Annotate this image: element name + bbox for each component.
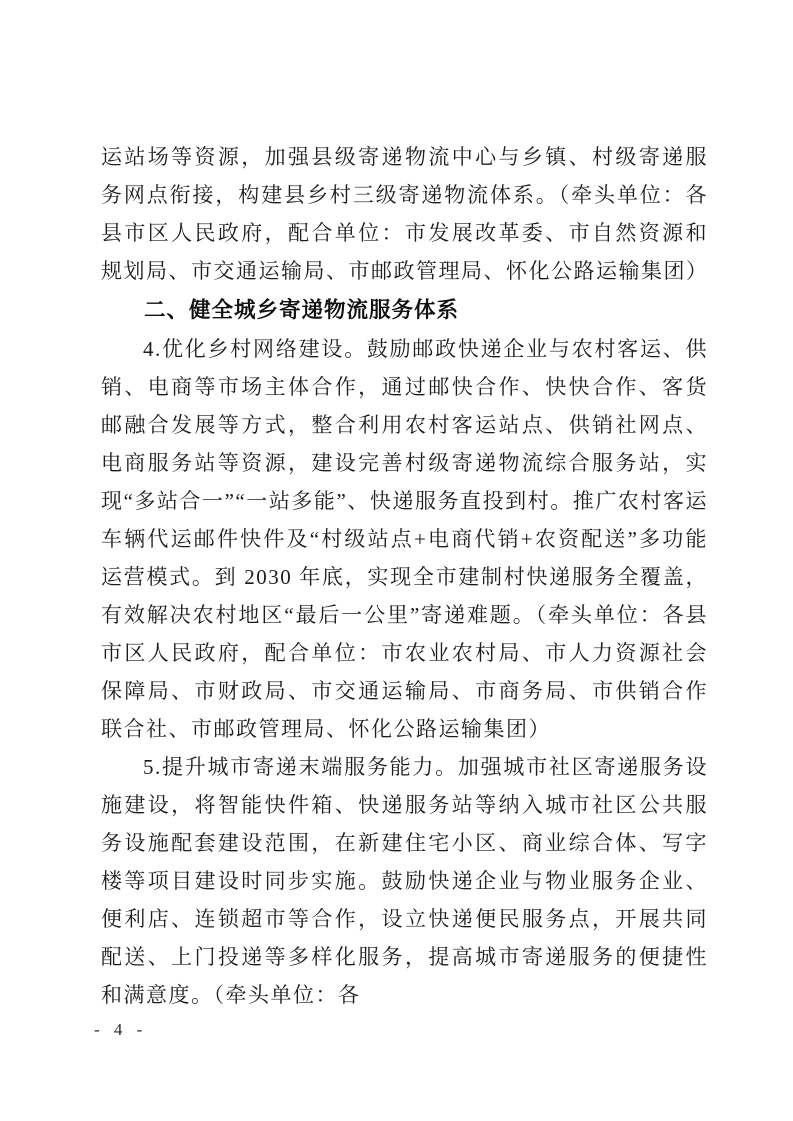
paragraph-item-5: 5.提升城市寄递末端服务能力。加强城市社区寄递服务设施建设，将智能快件箱、快递服务站等纳入城市社区公共服务设施配套建设范围，在新建住宅小区、商业综合体、写字楼等项目建设时同步实施。鼓励快递企业与物业服务企业、便利店、连锁超市等合作，设立快递便民服务点，开展共同配送、上门投递等多样化服务，提高城市寄递服务的便捷性和满意度。（牵头单位：各 <box>101 755 708 1007</box>
document-body <box>101 138 708 1014</box>
page-number: - 4 - <box>94 1020 148 1039</box>
paragraph-continuation: 运站场等资源，加强县级寄递物流中心与乡镇、村级寄递服务网点衔接，构建县乡村三级寄递物流体系。（牵头单位：各县市区人民政府，配合单位：市发展改革委、市自然资源和规划局、市交通运输局、市邮政管理局、怀化公路运输集团） <box>101 145 709 283</box>
paragraph-item-4: 4.优化乡村网络建设。鼓励邮政快递企业与农村客运、供销、电商等市场主体合作，通过邮快合作、快快合作、客货邮融合发展等方式，整合利用农村客运站点、供销社网点、电商服务站等资源，建设完善村级寄递物流综合服务站，实现“多站合一”“一站多能”、快递服务直投到村。推广农村客运车辆代运邮件快件及“村级站点+电商代销+农资配送”多功能运营模式。到 2030 年底，实现全市建制村快递服务全覆盖，有效解决农村地区“最后一公里”寄递难题。（牵头单位：各县市区人民政府，配合单位：市农业农村局、市人力资源社会保障局、市财政局、市交通运输局、市商务局、市供销合作联合社、市邮政管理局、怀化公路运输集团） <box>101 337 708 741</box>
section-heading: 二、健全城乡寄递物流服务体系 <box>144 298 460 322</box>
